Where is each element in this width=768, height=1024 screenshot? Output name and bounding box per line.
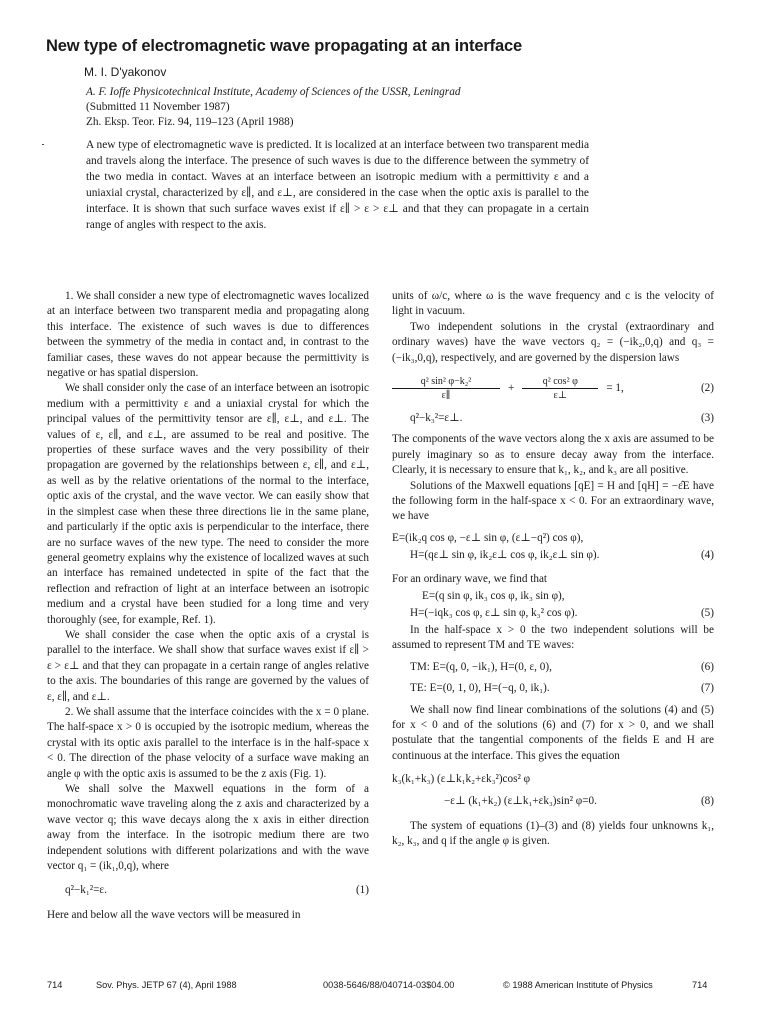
numerator: q² sin² φ−k₂² — [420, 376, 472, 388]
page-number: 714 — [692, 980, 708, 990]
paragraph: Two independent solutions in the crystal (extraordinary and ordinary waves) have the wave vectors q₂ = (−ik₂,0,q) and q₃ = (−ik₃,0,q), respectively, and are governed by the dispersion laws — [392, 320, 714, 364]
equation-number: (3) — [700, 412, 714, 425]
equation-7 — [392, 681, 714, 696]
equation-body: k₃(k₁+k₃) (ε⊥k₁k₂+εk₃²)cos² φ — [392, 773, 531, 786]
equation-4a — [392, 531, 714, 546]
paragraph: The components of the wave vectors along the x axis are assumed to be purely imaginary so as to ensure decay away from the interface. Clearly, it is necessary to ensure that k₁, k₂, and k₃ are all positive. — [392, 433, 714, 477]
equation-tail: = 1, — [606, 381, 624, 394]
equation-8a — [392, 772, 714, 787]
paragraph: We shall consider only the case of an interface between an isotropic medium with a permittivity ε and a uniaxial crystal for which the principal values of the permittivity tensor are ε∥, ε⊥, and ε⊥. The values of ε, ε∥, and ε⊥, are assumed to be real and positive. The properties of these surface waves and the very possibility of their propagation are governed by the relationships between ε, ε∥, and ε⊥, as well as by the relative orientations of the normal to the interface, optic axis of the crystal, and the wave vector. We can easily show that in the simplest case when these three directions lie in the same plane, and particularly if the optic axis is perpendicular to the interface, there are no surface waves of the new type. The need to consider the more general geometry explains why the existence of localized waves at such an interface has remained undetected in spite of the fact that the reflection and refraction of light at an interface between an isotropic medium and a crystal have been studied for a long time and very thoroughly (see, for example, Ref. 1). — [47, 382, 369, 626]
fraction — [522, 375, 598, 402]
equation-number: (8) — [700, 794, 714, 807]
author-name: M. I. D'yakonov — [84, 65, 167, 79]
equation-body: E=(ik₂q cos φ, −ε⊥ sin φ, (ε⊥−q²) cos φ), — [392, 531, 584, 544]
affiliation: A. F. Ioffe Physicotechnical Institute, Academy of Sciences of the USSR, Leningrad — [86, 86, 461, 98]
equation-4b — [392, 548, 714, 563]
abstract: A new type of electromagnetic wave is predicted. It is localized at an interface between two transparent media and travels along the interface. The presence of such waves is due to the difference between the symmetry of the two media in contact. Waves at an interface between an isotropic medium with a permittivity ε and a uniaxial crystal, characterized by ε∥, and ε⊥, are considered in the case when the optic axis is parallel to the interface. It is shown that such surface waves exist if ε∥ > ε > ε⊥ and that they can propagate in a certain range of angles with respect to the axis. — [86, 139, 589, 231]
journal-citation: Zh. Eksp. Teor. Fiz. 94, 119–123 (April 1988) — [86, 116, 294, 128]
equation-number: (7) — [700, 682, 714, 695]
equation-number: (6) — [700, 660, 714, 673]
equation-body: H=(qε⊥ sin φ, ik₂ε⊥ cos φ, ik₂ε⊥ sin φ). — [410, 549, 600, 562]
margin-mark — [42, 144, 44, 145]
equation-number: (2) — [700, 381, 714, 394]
paragraph: We shall now find linear combinations of the solutions (4) and (5) for x < 0 and of the solutions (6) and (7) for x > 0, and we shall postulate that the tangential components of the fields E and H are continuous at the interface. This gives the equation — [392, 703, 714, 762]
copyright-notice: © 1988 American Institute of Physics — [503, 980, 653, 990]
equation-5a — [392, 589, 714, 604]
paragraph: Here and below all the wave vectors will be measured in — [47, 908, 301, 921]
equation-body: E=(q sin φ, ik₃ cos φ, ik₃ sin φ), — [422, 590, 565, 603]
left-column — [47, 289, 369, 923]
equation-6 — [392, 660, 714, 675]
paragraph: 1. We shall consider a new type of electromagnetic waves localized at an interface between two transparent media and propagating along this interface. The existence of such waves is due to differences between the symmetry of the media in contact and, in contrast to the familiar cases, these waves do not appear because the permittivity is negative or has spatial dispersion. — [47, 290, 369, 380]
equation-body: −ε⊥ (k₁+k₂) (ε⊥k₁+εk₃)sin² φ=0. — [444, 794, 597, 807]
page-footer — [0, 980, 768, 994]
plus-sign: + — [508, 381, 515, 394]
equation-body: TE: E=(0, 1, 0), H=(−q, 0, ik₁). — [410, 682, 550, 695]
page-number: 714 — [47, 980, 63, 990]
article-code: 0038-5646/88/040714-03$04.00 — [323, 980, 455, 990]
paragraph: In the half-space x > 0 the two independent solutions will be assumed to represent TM and TE waves: — [392, 623, 714, 652]
equation-body: TM: E=(q, 0, −ik₁), H=(0, ε, 0), — [410, 660, 552, 673]
denominator: ε∥ — [441, 390, 451, 402]
paragraph: 2. We shall assume that the interface coincides with the x = 0 plane. The half-space x > 0 is occupied by the isotropic medium, whereas the crystal with its optic axis parallel to the interface is in the half-space x < 0. The direction of the phase velocity of a surface wave making an angle φ with the optic axis is assumed to be the z axis (Fig. 1). — [47, 705, 369, 780]
journal-reference: Sov. Phys. JETP 67 (4), April 1988 — [96, 980, 237, 990]
equation-number: (4) — [700, 549, 714, 562]
equation-2 — [392, 375, 714, 402]
fraction — [392, 375, 500, 402]
paper-title: New type of electromagnetic wave propagating at an interface — [46, 37, 523, 55]
equation-number: (5) — [700, 606, 714, 619]
equation-3 — [392, 411, 714, 426]
paragraph: Solutions of the Maxwell equations [qE] = H and [qH] = −ε̂E have the following form in the half-space x < 0. For an extraordinary wave, we have — [392, 479, 714, 523]
paragraph: We shall consider the case when the optic axis of a crystal is parallel to the interface. We shall show that surface waves exist if ε∥ > ε > ε⊥ and that they can propagate in a certain range of angles relative to the axis. The boundaries of this range are governed by the values of ε, ε∥, and ε⊥. — [47, 628, 369, 703]
submission-date: (Submitted 11 November 1987) — [86, 101, 230, 113]
equation-body: q²−k₁²=ε. — [65, 884, 107, 897]
equation-5b — [392, 606, 714, 621]
denominator: ε⊥ — [553, 390, 568, 402]
paragraph: The system of equations (1)–(3) and (8) yields four unknowns k₁, k₂, k₃, and q if the angle φ is given. — [392, 819, 714, 848]
equation-body: q²−k₃²=ε⊥. — [410, 412, 463, 425]
paragraph: We shall solve the Maxwell equations in the form of a monochromatic wave traveling along the z axis and characterized by a wave vector q; this wave decays along the x axis in either direction away from the interface. In the isotropic medium there are two independent solutions with different polarizations and with the wave vector q₁ = (ik₁,0,q), where — [47, 783, 369, 873]
equation-body — [392, 375, 624, 402]
paragraph: units of ω/c, where ω is the wave frequency and c is the velocity of light in vacuum. — [392, 290, 714, 318]
equation-number: (1) — [355, 884, 369, 897]
right-column — [392, 289, 714, 850]
equation-8b — [392, 794, 714, 809]
paragraph: For an ordinary wave, we find that — [392, 572, 548, 585]
equation-1 — [47, 883, 369, 898]
equation-body: H=(−iqk₃ cos φ, ε⊥ sin φ, k₃² cos φ). — [410, 606, 578, 619]
numerator: q² cos² φ — [542, 376, 578, 388]
